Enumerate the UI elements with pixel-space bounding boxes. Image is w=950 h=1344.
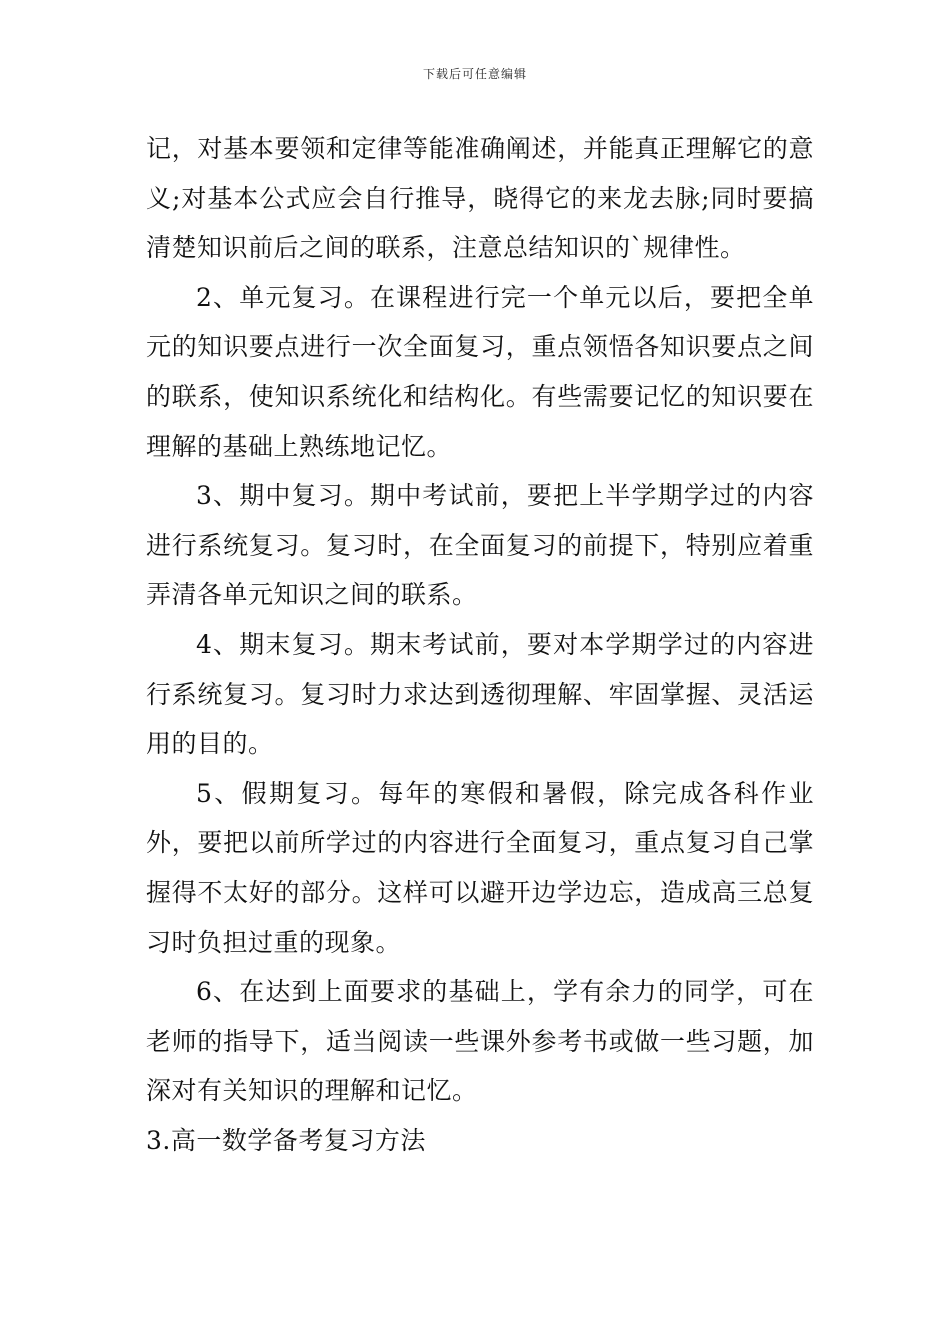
- document-body: [146, 124, 814, 1165]
- paragraph-final-review: 4、期末复习。期末考试前，要对本学期学过的内容进行系统复习。复习时力求达到透彻理解、牢固掌握、灵活运用的目的。: [146, 629, 814, 759]
- paragraph-midterm-review: 3、期中复习。期中考试前，要把上半学期学过的内容进行系统复习。复习时，在全面复习的前提下，特别应着重弄清各单元知识之间的联系。: [146, 481, 814, 610]
- header-note: 下载后可任意编辑: [422, 67, 527, 81]
- section-heading: 3.高一数学备考复习方法: [146, 1125, 426, 1155]
- paragraph-holiday-review: 5、假期复习。每年的寒假和暑假，除完成各科作业外，要把以前所学过的内容进行全面复习，重点复习自己掌握得不太好的部分。这样可以避开边学边忘，造成高三总复习时负担过重的现象。: [146, 778, 814, 957]
- paragraph-continuation: 记，对基本要领和定律等能准确阐述，并能真正理解它的意义;对基本公式应会自行推导，晓得它的来龙去脉;同时要搞清楚知识前后之间的联系，注意总结知识的`规律性。: [146, 134, 814, 263]
- paragraph-unit-review: 2、单元复习。在课程进行完一个单元以后，要把全单元的知识要点进行一次全面复习，重点领悟各知识要点之间的联系，使知识系统化和结构化。有些需要记忆的知识要在理解的基础上熟练地记忆。: [146, 282, 814, 461]
- paragraph-extra-study: 6、在达到上面要求的基础上，学有余力的同学，可在老师的指导下，适当阅读一些课外参考书或做一些习题，加深对有关知识的理解和记忆。: [146, 977, 814, 1106]
